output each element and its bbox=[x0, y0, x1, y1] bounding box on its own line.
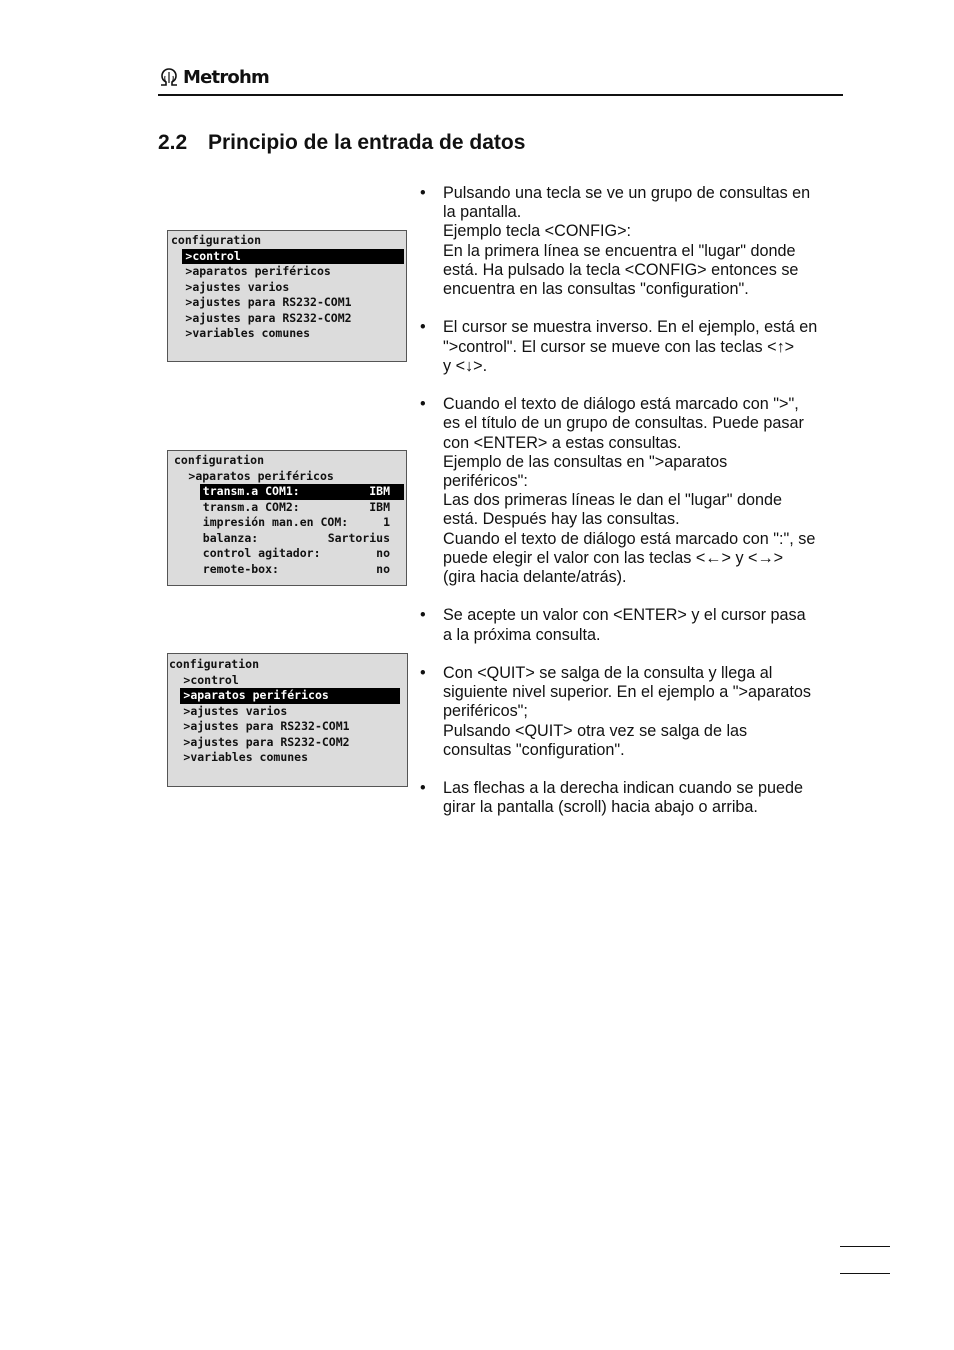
instruction-line: es el título de un grupo de consultas. Puede pasar bbox=[443, 414, 804, 433]
display-screen-configuration-return bbox=[167, 653, 408, 787]
screen-line-selected bbox=[200, 484, 404, 500]
instruction-line: • Se acepte un valor con <ENTER> y el cursor pasa bbox=[443, 606, 806, 625]
screen-line bbox=[169, 719, 400, 735]
screen-line-label: >control bbox=[183, 672, 239, 687]
screen-line-label: transm.a COM1: bbox=[202, 484, 300, 498]
screen-line-label: >ajustes para RS232-COM2 bbox=[183, 734, 350, 749]
screen-line-label: >ajustes para RS232-COM1 bbox=[185, 295, 352, 309]
screen-line bbox=[174, 562, 404, 578]
screen-line bbox=[169, 704, 400, 720]
screen-line bbox=[174, 453, 404, 469]
instruction-line: • Con <QUIT> se salga de la consulta y llega al bbox=[443, 664, 773, 683]
screen-line bbox=[169, 673, 400, 689]
instruction-line: periféricos"; bbox=[443, 702, 528, 721]
screen-line bbox=[174, 469, 404, 485]
screen-line bbox=[169, 750, 400, 766]
instruction-line: puede elegir el valor con las teclas <←> y <→> bbox=[443, 548, 784, 567]
screen-line-label: configuration bbox=[174, 453, 265, 467]
instruction-line: a la próxima consulta. bbox=[443, 625, 601, 644]
screen-line-label: configuration bbox=[169, 657, 260, 671]
screen-line-label: >ajustes para RS232-COM1 bbox=[183, 719, 350, 733]
instruction-line: • Cuando el texto de diálogo está marcado con ">", bbox=[443, 395, 799, 414]
instruction-item bbox=[420, 184, 845, 299]
screen-line-value: 1 bbox=[383, 515, 390, 529]
instruction-line: • Las flechas a la derecha indican cuando se puede bbox=[443, 779, 803, 798]
screen-line-label: >variables comunes bbox=[185, 326, 311, 340]
instruction-line: la pantalla. bbox=[443, 203, 522, 222]
instruction-line: y <↓>. bbox=[443, 356, 488, 375]
screen-line bbox=[174, 546, 404, 562]
instruction-item bbox=[420, 664, 845, 760]
instruction-line: periféricos": bbox=[443, 472, 528, 491]
screen-line-label: >aparatos periféricos bbox=[188, 468, 334, 483]
screen-line-label: >ajustes varios bbox=[185, 279, 290, 294]
screen-line-value: no bbox=[376, 561, 390, 576]
brand-logo bbox=[158, 66, 269, 88]
screen-line-label: control agitador: bbox=[202, 546, 321, 560]
instruction-line: siguiente nivel superior. En el ejemplo a ">aparatos bbox=[443, 683, 811, 702]
screen-line-label: >ajustes varios bbox=[183, 703, 288, 718]
instruction-line: encuentra en las consultas "configuration". bbox=[443, 280, 749, 299]
screen-line bbox=[171, 264, 404, 280]
screen-line-label: transm.a COM2: bbox=[202, 499, 300, 514]
screen-line bbox=[174, 531, 404, 547]
omega-logo-icon bbox=[158, 66, 180, 88]
instruction-item bbox=[420, 606, 845, 644]
screen-line bbox=[171, 233, 404, 249]
screen-line bbox=[174, 500, 404, 516]
screen-line-selected bbox=[182, 249, 404, 265]
instruction-line: • Pulsando una tecla se ve un grupo de consultas en bbox=[443, 184, 811, 202]
screen-line-selected bbox=[180, 688, 400, 704]
instruction-line: está. Después hay las consultas. bbox=[443, 510, 680, 529]
screen-line-label: balanza: bbox=[202, 530, 259, 545]
screen-line bbox=[171, 295, 404, 311]
instruction-line: Cuando el texto de diálogo está marcado con ":", se bbox=[443, 529, 816, 548]
screen-line-value: IBM bbox=[369, 499, 390, 514]
screen-line bbox=[169, 735, 400, 751]
screen-line-label: >variables comunes bbox=[183, 750, 309, 764]
section-title: Principio de la entrada de datos bbox=[208, 131, 526, 154]
screen-line bbox=[174, 515, 404, 531]
instruction-item bbox=[420, 318, 845, 376]
instruction-line: con <ENTER> a estas consultas. bbox=[443, 433, 682, 452]
instruction-line: • El cursor se muestra inverso. En el ejemplo, está en bbox=[443, 318, 818, 337]
screen-line bbox=[169, 657, 400, 673]
screen-line bbox=[171, 326, 404, 342]
instruction-item bbox=[420, 779, 845, 817]
instruction-list bbox=[420, 184, 845, 837]
instruction-line: En la primera línea se encuentra el "lugar" donde bbox=[443, 241, 796, 260]
page-rule-bottom bbox=[840, 1273, 890, 1274]
instruction-line: ">control". El cursor se mueve con las teclas <↑> bbox=[443, 337, 795, 356]
screen-line-label: >aparatos periféricos bbox=[185, 264, 331, 278]
page-header bbox=[158, 64, 843, 96]
screen-line-value: no bbox=[376, 546, 390, 560]
instruction-line: girar la pantalla (scroll) hacia abajo o arriba. bbox=[443, 798, 758, 817]
instruction-line: está. Ha pulsado la tecla <CONFIG> entonces se bbox=[443, 260, 799, 279]
screen-line-label: >control bbox=[185, 248, 241, 263]
screen-line-label: >aparatos periféricos bbox=[183, 688, 329, 702]
screen-line bbox=[171, 311, 404, 327]
display-screen-aparatos-perifericos bbox=[167, 450, 407, 586]
display-screen-configuration bbox=[167, 230, 407, 362]
instruction-line: (gira hacia delante/atrás). bbox=[443, 568, 627, 587]
section-number: 2.2 bbox=[158, 131, 188, 154]
page-rule-top bbox=[840, 1246, 890, 1247]
screen-line-label: remote-box: bbox=[202, 561, 279, 576]
screen-line-label: >ajustes para RS232-COM2 bbox=[185, 310, 352, 325]
instruction-line: Ejemplo tecla <CONFIG>: bbox=[443, 222, 632, 241]
screen-line-label: configuration bbox=[171, 233, 262, 247]
instruction-line: consultas "configuration". bbox=[443, 740, 625, 759]
screen-line-value: Sartorius bbox=[327, 530, 390, 545]
instruction-line: Pulsando <QUIT> otra vez se salga de las bbox=[443, 721, 748, 740]
instruction-item bbox=[420, 395, 845, 587]
section-heading bbox=[158, 131, 525, 155]
instruction-line: Las dos primeras líneas le dan el "lugar" donde bbox=[443, 491, 783, 510]
instruction-line: Ejemplo de las consultas en ">aparatos bbox=[443, 452, 728, 471]
screen-line-value: IBM bbox=[369, 484, 390, 498]
brand-name: Metrohm bbox=[183, 66, 269, 88]
screen-line bbox=[171, 280, 404, 296]
screen-line-label: impresión man.en COM: bbox=[202, 515, 349, 529]
